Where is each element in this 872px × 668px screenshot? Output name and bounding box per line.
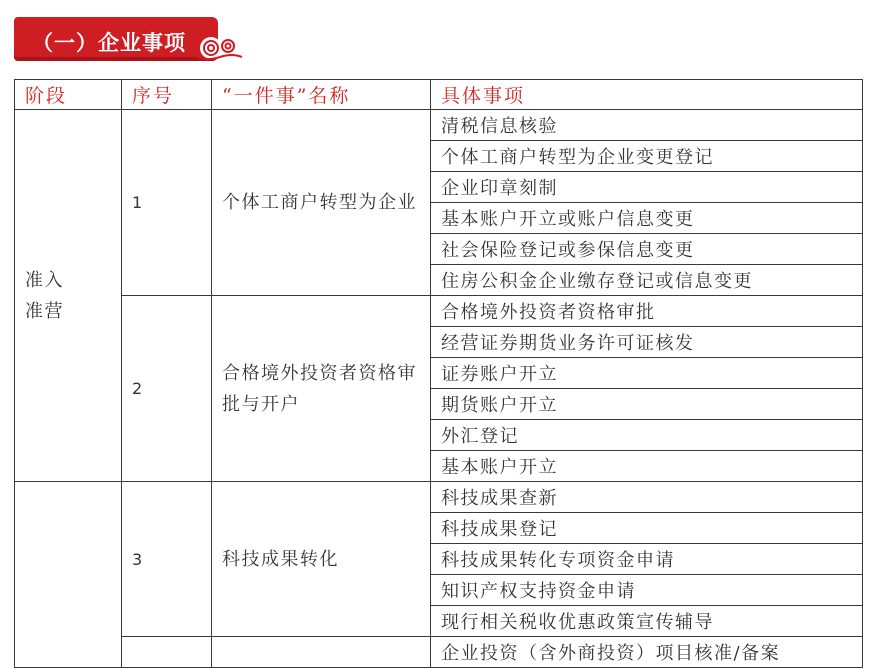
table-header-row <box>15 80 863 110</box>
item-cell: 社会保险登记或参保信息变更 <box>431 234 863 265</box>
number-cell: 3 <box>122 482 212 637</box>
item-cell: 现行相关税收优惠政策宣传辅导 <box>431 606 863 637</box>
table-row <box>15 110 863 141</box>
name-cell <box>212 637 431 668</box>
item-cell: 经营证券期货业务许可证核发 <box>431 327 863 358</box>
name-cell: 个体工商户转型为企业 <box>212 110 431 296</box>
number-cell: 2 <box>122 296 212 482</box>
item-cell: 科技成果转化专项资金申请 <box>431 544 863 575</box>
item-cell: 证券账户开立 <box>431 358 863 389</box>
name-cell: 合格境外投资者资格审批与开户 <box>212 296 431 482</box>
table-row <box>15 296 863 327</box>
item-cell: 科技成果登记 <box>431 513 863 544</box>
cloud-ornament-icon <box>196 30 244 62</box>
item-cell: 基本账户开立 <box>431 451 863 482</box>
stage-cell <box>15 110 122 482</box>
table-row <box>15 482 863 513</box>
enterprise-affairs-table <box>14 79 863 668</box>
header-stage: 阶段 <box>15 80 122 110</box>
table-row <box>15 637 863 668</box>
item-cell: 个体工商户转型为企业变更登记 <box>431 141 863 172</box>
item-cell: 期货账户开立 <box>431 389 863 420</box>
item-cell: 外汇登记 <box>431 420 863 451</box>
number-cell: 1 <box>122 110 212 296</box>
header-number: 序号 <box>122 80 212 110</box>
stage-label: 准入 准营 <box>25 269 64 322</box>
item-cell: 清税信息核验 <box>431 110 863 141</box>
item-cell: 基本账户开立或账户信息变更 <box>431 203 863 234</box>
item-cell: 科技成果查新 <box>431 482 863 513</box>
section-title: （一）企业事项 <box>32 31 186 55</box>
item-cell: 企业投资（含外商投资）项目核准/备案 <box>431 637 863 668</box>
header-name: “一件事”名称 <box>212 80 431 110</box>
number-cell <box>122 637 212 668</box>
item-cell: 企业印章刻制 <box>431 172 863 203</box>
item-cell: 合格境外投资者资格审批 <box>431 296 863 327</box>
item-cell: 住房公积金企业缴存登记或信息变更 <box>431 265 863 296</box>
item-cell: 知识产权支持资金申请 <box>431 575 863 606</box>
header-items: 具体事项 <box>431 80 863 110</box>
name-cell: 科技成果转化 <box>212 482 431 637</box>
stage-cell <box>15 482 122 668</box>
